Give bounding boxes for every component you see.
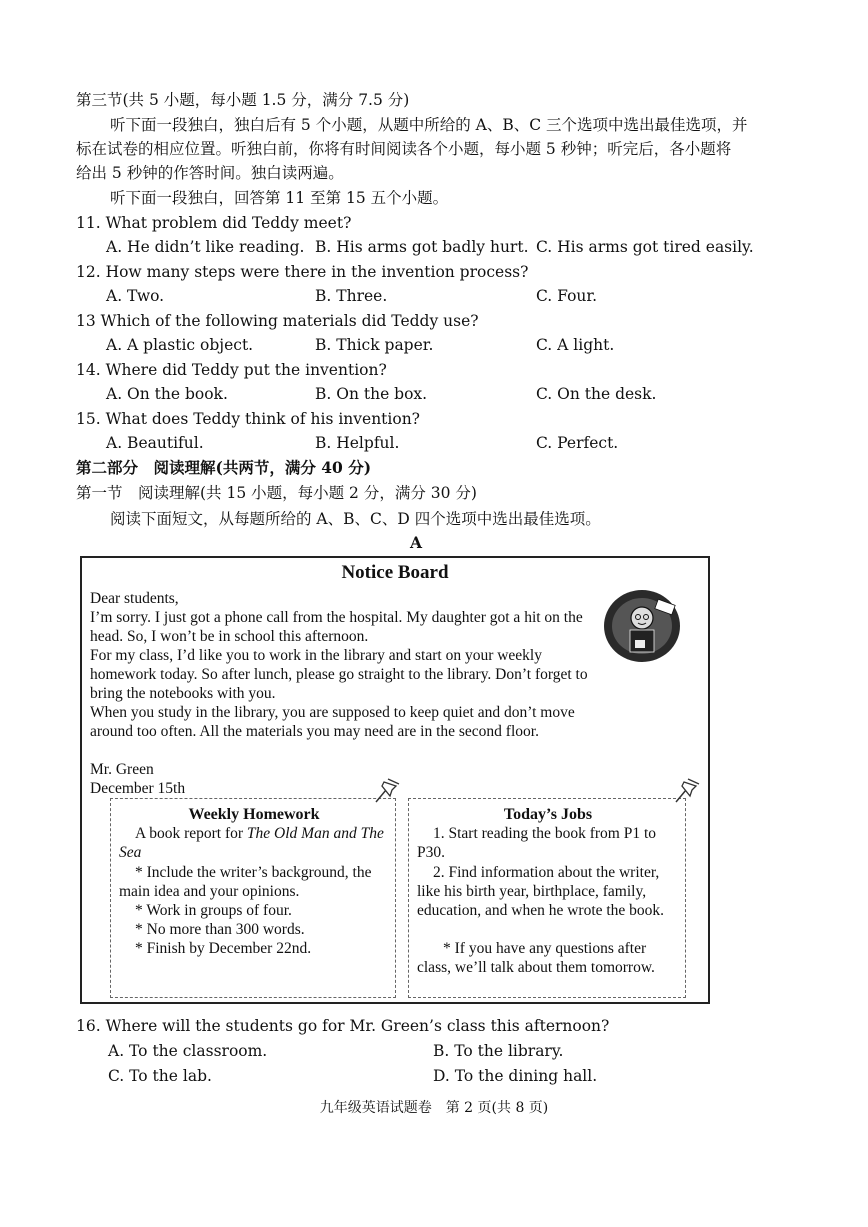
notice-signature: Mr. Green <box>90 761 154 778</box>
option-12-c: C. Four. <box>536 287 598 305</box>
book-title: The Old Man and The Sea <box>119 825 384 862</box>
todays-jobs-item-1: 1. Start reading the book from P1 to P30. <box>417 825 656 862</box>
todays-jobs-title: Today’s Jobs <box>503 806 593 823</box>
option-15-a: A. Beautiful. <box>106 434 204 452</box>
notice-paragraph-3: When you study in the library, you are supposed to keep quiet and don’t move around too often. All the materials you may need are in the second floor. <box>90 704 575 741</box>
option-11-a: A. He didn’t like reading. <box>106 238 305 256</box>
option-13-a: A. A plastic object. <box>106 336 254 354</box>
section3-instruction-line2: 标在试卷的相应位置。听独白前，你将有时间阅读各个小题，每小题 5 秒钟；听完后，各小题将 <box>76 140 732 158</box>
option-14-a: A. On the book. <box>106 385 228 403</box>
option-13-c: C. A light. <box>536 336 615 354</box>
notice-date: December 15th <box>90 780 186 797</box>
option-12-b: B. Three. <box>315 287 388 305</box>
notice-paragraph-2: For my class, I’d like you to work in the library and start on your weekly homework today. So after lunch, please go straight to the library. Don’t forget to bring the notebooks with you. <box>90 647 588 703</box>
weekly-homework-bullet-4: * Finish by December 22nd. <box>135 940 312 958</box>
option-16-b: B. To the library. <box>433 1042 564 1060</box>
question-11: 11. What problem did Teddy meet? <box>76 214 352 232</box>
question-13: 13 Which of the following materials did Teddy use? <box>76 312 479 330</box>
section3-header: 第三节(共 5 小题，每小题 1.5 分，满分 7.5 分) <box>76 91 410 109</box>
todays-jobs-note: * If you have any questions after class, we’ll talk about them tomorrow. <box>417 940 655 977</box>
todays-jobs-item-2: 2. Find information about the writer, like his birth year, birthplace, family, education, and when he wrote the book. <box>417 863 665 920</box>
page-footer: 九年级英语试题卷 第 2 页(共 8 页) <box>319 1100 549 1116</box>
weekly-homework-title: Weekly Homework <box>188 806 320 823</box>
part2-header: 第二部分 阅读理解(共两节，满分 40 分) <box>76 458 372 477</box>
passage-label: A <box>410 533 423 552</box>
option-12-a: A. Two. <box>106 287 165 305</box>
weekly-homework-task-prefix: A book report for <box>135 825 247 843</box>
weekly-homework-bullet-3: * No more than 300 words. <box>135 921 305 939</box>
question-12: 12. How many steps were there in the invention process? <box>76 263 529 281</box>
question-14: 14. Where did Teddy put the invention? <box>76 361 387 379</box>
section3-instruction-line3: 给出 5 秒钟的作答时间。独白读两遍。 <box>76 164 344 182</box>
notice-greeting: Dear students, <box>90 590 179 607</box>
notice-title: Notice Board <box>341 562 449 583</box>
pushpin-icon <box>672 776 702 806</box>
question-15: 15. What does Teddy think of his invention? <box>76 410 420 428</box>
option-14-c: C. On the desk. <box>536 385 657 403</box>
option-11-b: B. His arms got badly hurt. <box>315 238 529 256</box>
part2-instruction: 阅读下面短文，从每题所给的 A、B、C、D 四个选项中选出最佳选项。 <box>110 510 601 528</box>
weekly-homework-task <box>119 824 389 862</box>
todays-jobs-box <box>408 798 686 998</box>
weekly-homework-bullet-2: * Work in groups of four. <box>135 902 292 920</box>
weekly-homework-bullet-1: * Include the writer’s background, the main idea and your opinions. <box>119 863 372 900</box>
teacher-illustration-icon <box>602 588 684 666</box>
pushpin-icon <box>372 776 402 806</box>
option-15-b: B. Helpful. <box>315 434 400 452</box>
section3-instruction-line4: 听下面一段独白，回答第 11 至第 15 五个小题。 <box>110 189 449 207</box>
option-16-c: C. To the lab. <box>108 1067 212 1085</box>
weekly-homework-box <box>110 798 396 998</box>
part2-section1-header: 第一节 阅读理解(共 15 小题，每小题 2 分，满分 30 分) <box>76 484 477 502</box>
option-15-c: C. Perfect. <box>536 434 619 452</box>
option-11-c: C. His arms got tired easily. <box>536 238 754 256</box>
section3-instruction-line1: 听下面一段独白，独白后有 5 个小题，从题中所给的 A、B、C 三个选项中选出最佳选项，并 <box>110 116 748 134</box>
option-16-d: D. To the dining hall. <box>433 1067 598 1085</box>
question-16: 16. Where will the students go for Mr. Green’s class this afternoon? <box>76 1017 610 1035</box>
option-13-b: B. Thick paper. <box>315 336 434 354</box>
option-16-a: A. To the classroom. <box>108 1042 268 1060</box>
option-14-b: B. On the box. <box>315 385 428 403</box>
notice-paragraph-1: I’m sorry. I just got a phone call from the hospital. My daughter got a hit on the head. So, I won’t be in school this afternoon. <box>90 609 583 646</box>
